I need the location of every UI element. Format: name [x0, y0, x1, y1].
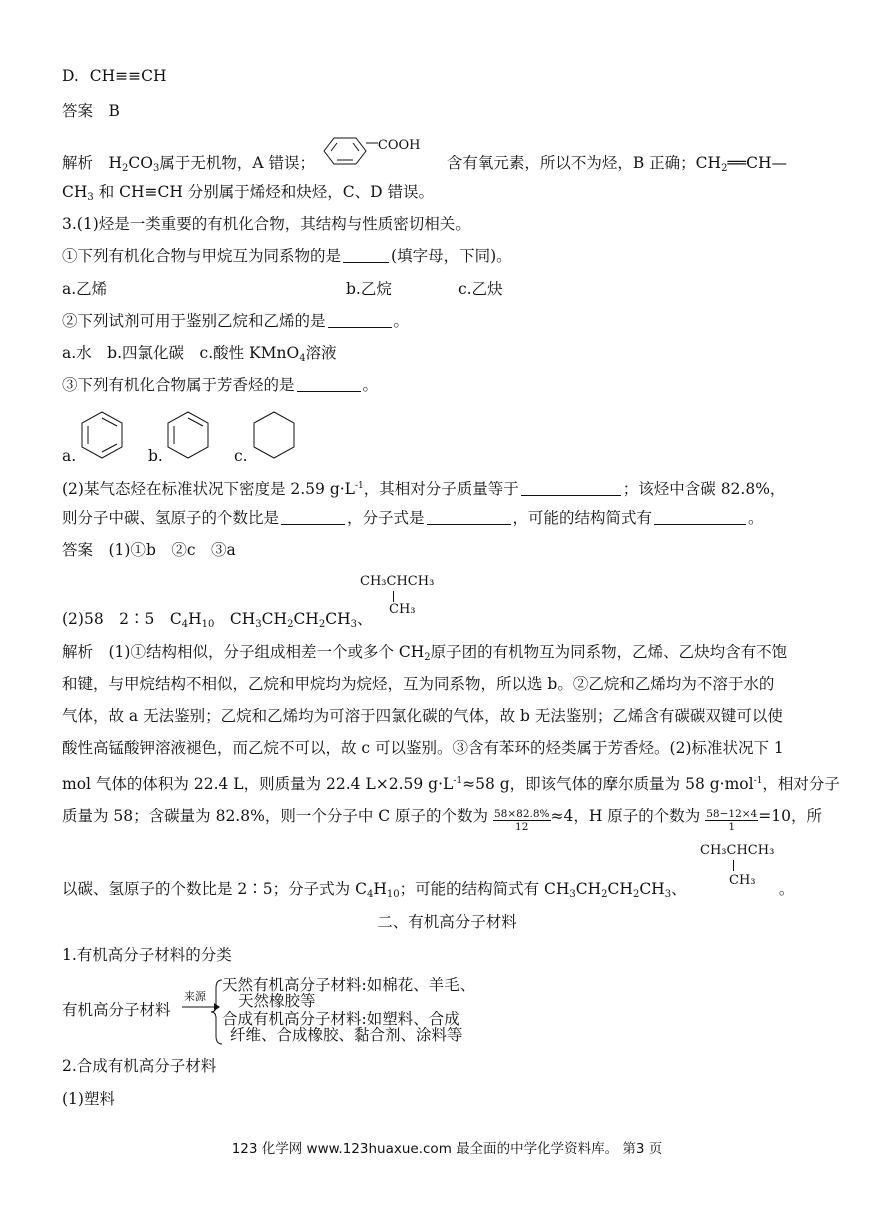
- answer-blank: [521, 481, 621, 496]
- answer-blank: [297, 377, 361, 392]
- fraction-hydrogen: $\frac{58-12\times 4}{1}$: [706, 808, 758, 833]
- isobutane-structure-2: [700, 843, 775, 888]
- cyclohexadiene-ring-icon: [166, 410, 210, 460]
- q3-analysis-line3: 气体，故 a 无法鉴别；乙烷和乙烯均为可溶于四氯化碳的气体，故 b 无法鉴别；乙烯含有碳碳双键可以使: [62, 707, 783, 725]
- q3-analysis-line2: 和键，与甲烷结构不相似，乙烷和甲烷均为烷烃，互为同系物，所以选 b。②乙烷和乙烯均为不溶于水的: [62, 675, 775, 693]
- answer-blank: [427, 510, 511, 525]
- diagram-arrow-label: 来源: [184, 990, 206, 1003]
- ring-option-c-label: c.: [234, 447, 248, 465]
- q3-intro: 3.(1)烃是一类重要的有机化合物，其结构与性质密切相关。: [62, 215, 471, 233]
- q2-analysis-line1: 解析 $H_2CO_3$属于无机物，A 错误； COOH 含有氧元素，所以不为烃，B 正确；$CH_2══CH—$: [62, 150, 787, 179]
- q3-sub2-options: a.水 b.四氯化碳 c.酸性 KMnO$_4$溶液: [62, 344, 337, 364]
- option-d: [62, 66, 166, 86]
- q3-sub3: ③下列有机化合物属于芳香烃的是 。: [62, 376, 379, 394]
- classification-diagram: [62, 976, 522, 1048]
- q3-analysis-line6: 质量为 58；含碳量为 82.8%，则一个分子中 C 原子的个数为 $\frac{58\times 82.8\%}{12}$ ≈4，H 原子的个数为 $\frac{58-12\times 4}{1}$ =10，所: [62, 807, 822, 833]
- q3-part2-line1: (2)某气态烃在标准状况下密度是 2.59 $g\cdot L^{-1}$，其相对分子质量等于 ；该烃中含碳 82.8%，: [62, 480, 786, 498]
- answer-blank: [328, 313, 392, 328]
- q3-analysis-line1: 解析 (1)①结构相似，分子组成相差一个或多个 $CH_2$原子团的有机物互为同系物，乙烯、乙炔均含有不饱: [62, 643, 788, 663]
- q3-analysis-line7: 以碳、氢原子的个数比是 2∶5；分子式为 $C_4H_{10}$；可能的结构简式有 $CH_3CH_2CH_2CH_3$、 。: [62, 880, 795, 900]
- cooh-label: COOH: [377, 138, 421, 153]
- isobutane-main-chain: CH₃CHCH₃: [360, 574, 435, 589]
- fraction-carbon: $\frac{58\times 82.8\%}{12}$: [493, 808, 550, 833]
- q3-answer1: 答案 (1)①b ②c ③a: [62, 541, 236, 559]
- option-d-formula: CH≡≡CH: [89, 67, 167, 85]
- natural-materials-line1: 天然有机高分子材料:如棉花、羊毛、: [222, 976, 476, 994]
- section-item1: 1.有机高分子材料的分类: [62, 946, 232, 964]
- q3-part2-line2: 则分子中碳、氢原子的个数比是 ，分子式是 ，可能的结构简式有 。: [62, 509, 764, 527]
- q2-answer: 答案 B: [62, 102, 120, 120]
- option-d-label: D.: [62, 67, 79, 85]
- section-item2-sub: (1)塑料: [62, 1090, 115, 1108]
- cyclohexane-ring-icon: [252, 410, 296, 460]
- q3-sub2: ②下列试剂可用于鉴别乙烷和乙烯的是 。: [62, 312, 410, 330]
- isobutane-main-chain: CH₃CHCH₃: [700, 843, 775, 858]
- answer-blank: [654, 510, 746, 525]
- diagram-root: 有机高分子材料: [62, 1001, 171, 1019]
- q3-analysis-line5: mol 气体的体积为 22.4 L，则质量为 22.4 L×2.59 $g\cdot L^{-1}\approx 58$ g，即该气体的摩尔质量为 58 g·mol$^{-1}$，相对分子: [62, 775, 840, 793]
- isobutane-branch: CH₃: [729, 873, 756, 888]
- answer-blank: [281, 510, 345, 525]
- isobutane-branch: CH₃: [389, 602, 416, 617]
- q3-answer2: (2)58 2∶5 $C_4H_{10}$ $CH_3CH_2CH_2CH_3$、: [62, 610, 373, 630]
- q3-analysis-line4: 酸性高锰酸钾溶液褪色，而乙烷不可以，故 c 可以鉴别。③含有苯环的烃类属于芳香烃。(2)标准状况下 1: [62, 739, 784, 757]
- natural-materials-line2: 天然橡胶等: [238, 992, 316, 1010]
- synthetic-materials-line1: 合成有机高分子材料:如塑料、合成: [222, 1010, 460, 1028]
- isobutane-structure: [360, 574, 435, 617]
- benzoic-acid-structure: [320, 138, 442, 170]
- ring-option-a-label: a.: [62, 447, 77, 465]
- q3-sub1: ①下列有机化合物与甲烷互为同系物的是 (填字母，下同)。: [62, 247, 512, 265]
- page-footer: 123 化学网 www.123huaxue.com 最全面的中学化学资料库。 第3 页: [231, 1141, 663, 1157]
- section-item2: 2.合成有机高分子材料: [62, 1057, 217, 1075]
- answer-blank: [343, 248, 389, 263]
- ring-option-b-label: b.: [148, 447, 163, 465]
- q2-analysis-line2: $CH_3$ 和 CH≡CH 分别属于烯烃和炔烃，C、D 错误。: [62, 183, 435, 203]
- benzene-ring-icon: [80, 410, 124, 460]
- synthetic-materials-line2: 纤维、合成橡胶、黏合剂、涂料等: [230, 1026, 463, 1044]
- section-title: 二、有机高分子材料: [377, 913, 517, 931]
